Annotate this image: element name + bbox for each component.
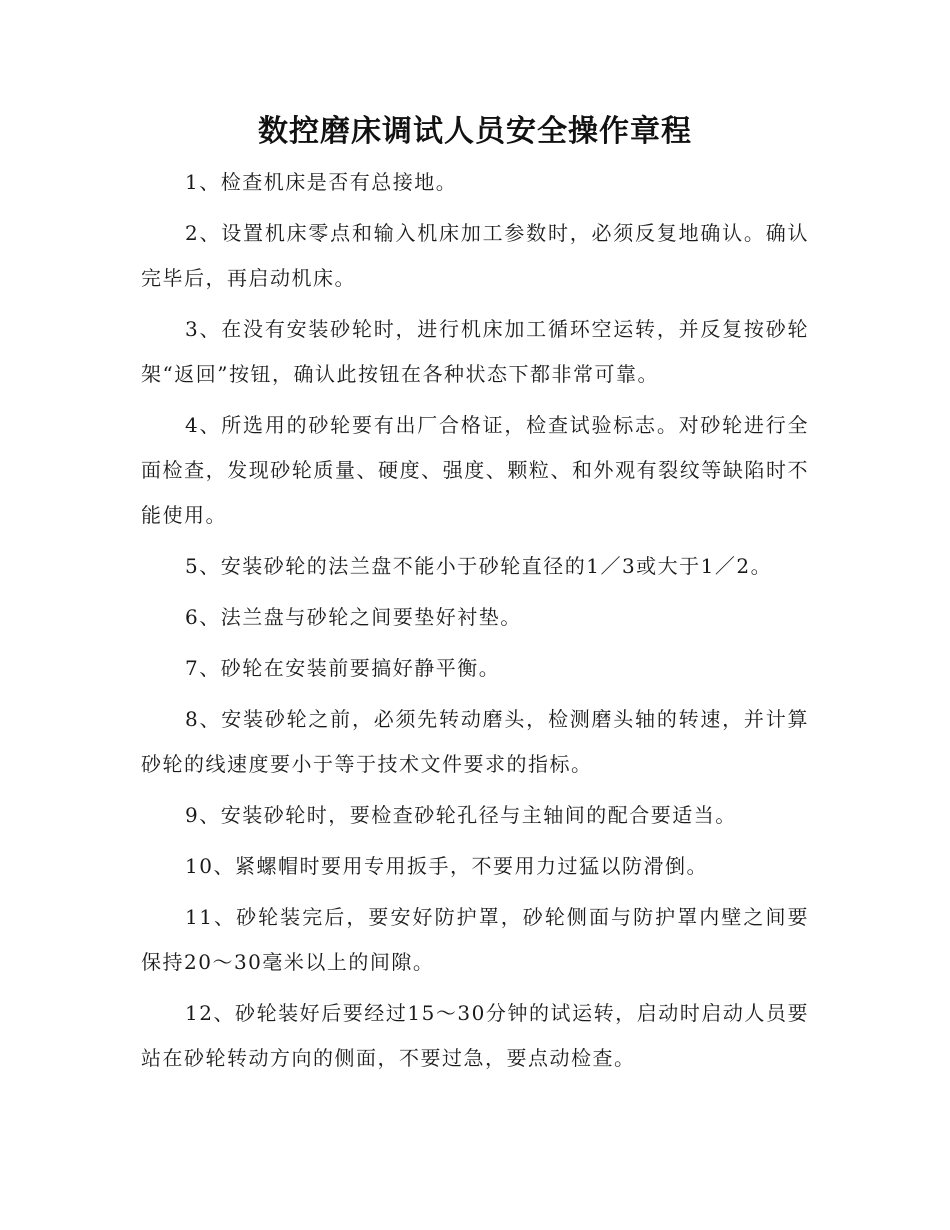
document-body — [141, 160, 809, 1087]
paragraph-4: 4、所选用的砂轮要有出厂合格证，检查试验标志。对砂轮进行全面检查，发现砂轮质量、硬度、强度、颗粒、和外观有裂纹等缺陷时不能使用。 — [141, 413, 809, 527]
paragraph-12: 12、砂轮装好后要经过15～30分钟的试运转，启动时启动人员要站在砂轮转动方向的侧面，不要过急，要点动检查。 — [141, 1001, 809, 1070]
document-title: 数控磨床调试人员安全操作章程 — [258, 114, 692, 149]
paragraph-11: 11、砂轮装完后，要安好防护罩，砂轮侧面与防护罩内壁之间要保持20～30毫米以上的间隙。 — [141, 905, 809, 974]
paragraph-6: 6、法兰盘与砂轮之间要垫好衬垫。 — [185, 605, 522, 629]
paragraph-1: 1、检查机床是否有总接地。 — [185, 170, 458, 194]
paragraph-8: 8、安装砂轮之前，必须先转动磨头，检测磨头轴的转速，并计算砂轮的线速度要小于等于技术文件要求的指标。 — [141, 707, 809, 776]
paragraph-7: 7、砂轮在安装前要搞好静平衡。 — [185, 656, 501, 680]
paragraph-9: 9、安装砂轮时，要检查砂轮孔径与主轴间的配合要适当。 — [185, 803, 737, 827]
paragraph-3: 3、在没有安装砂轮时，进行机床加工循环空运转，并反复按砂轮架“返回”按钮，确认此按钮在各种状态下都非常可靠。 — [141, 317, 809, 386]
paragraph-10: 10、紧螺帽时要用专用扳手，不要用力过猛以防滑倒。 — [185, 854, 708, 878]
paragraph-5: 5、安装砂轮的法兰盘不能小于砂轮直径的1／3或大于1／2。 — [185, 554, 773, 578]
paragraph-2: 2、设置机床零点和输入机床加工参数时，必须反复地确认。确认完毕后，再启动机床。 — [141, 221, 809, 290]
